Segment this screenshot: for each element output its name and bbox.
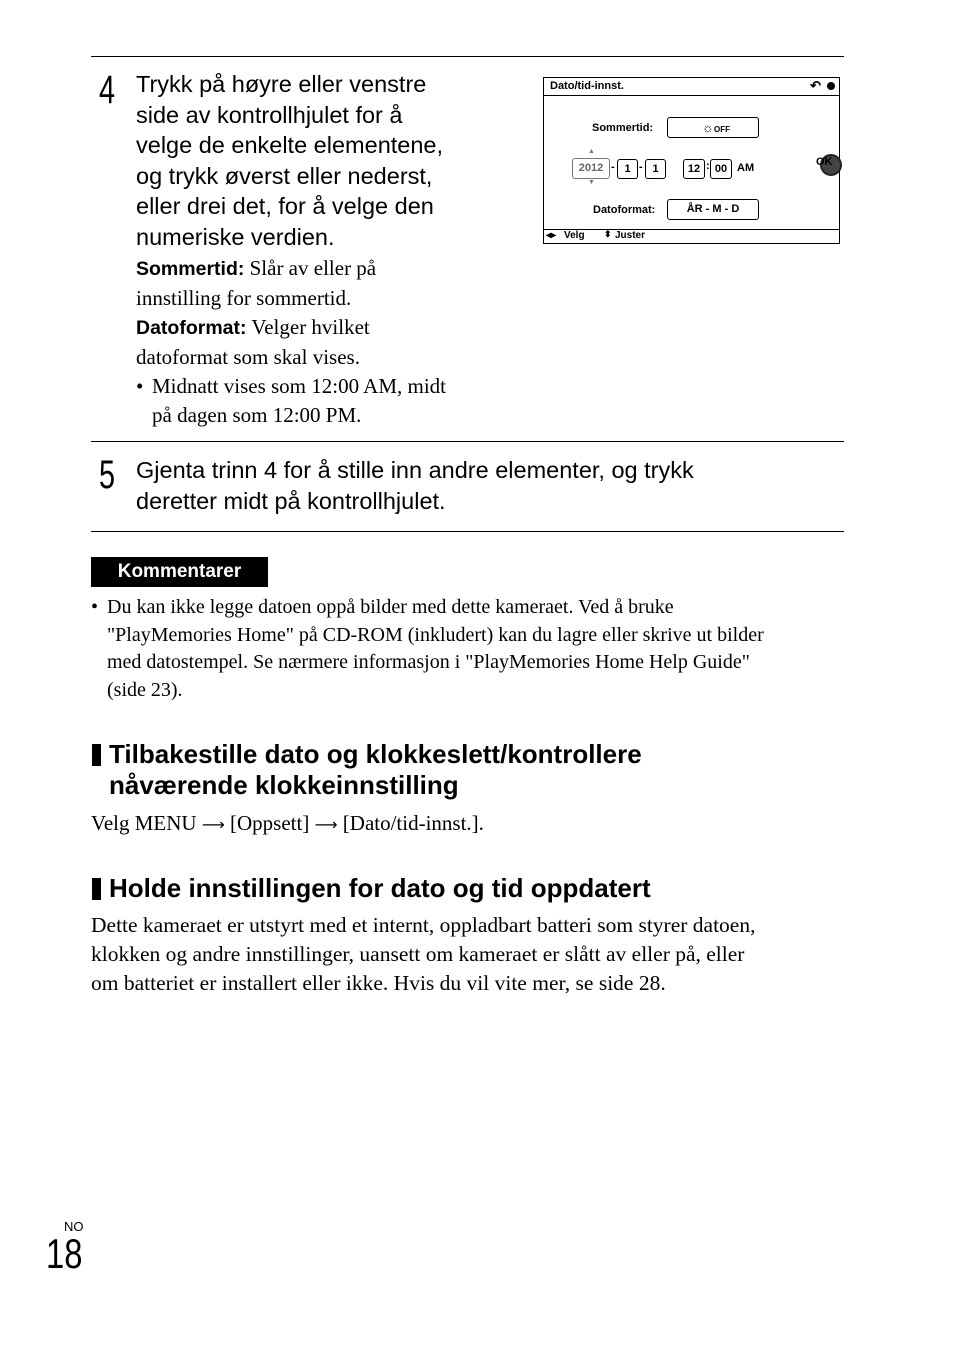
- kommentarer-badge: Kommentarer: [91, 557, 268, 587]
- sommertid-term: Sommertid:: [136, 258, 245, 280]
- bullet-dot: •: [136, 374, 144, 398]
- date-separator: -: [611, 161, 615, 173]
- ampm-value: AM: [737, 162, 755, 174]
- screen-footer: [544, 229, 839, 243]
- return-icon: ↶: [810, 78, 821, 93]
- menu-path: [91, 809, 484, 839]
- minute-field: 00: [710, 159, 732, 179]
- left-right-icon: ◂▸: [546, 230, 557, 241]
- step-4-line: og trykk øverst eller nederst,: [136, 162, 433, 189]
- year-field: 2012: [572, 158, 610, 179]
- step-5-line: deretter midt på kontrollhjulet.: [136, 487, 446, 514]
- screen-sommertid-label: Sommertid:: [592, 122, 654, 134]
- kommentar-line: "PlayMemories Home" på CD-ROM (inkludert) kan du lagre eller skrive ut bilder: [107, 623, 764, 646]
- sommertid-value: OFF: [714, 125, 730, 134]
- step-5-number: 5: [99, 453, 116, 497]
- path-step: [Oppsett]: [230, 811, 310, 835]
- hour-field: 12: [683, 159, 705, 179]
- step-4-line: numeriske verdien.: [136, 223, 335, 250]
- foot-velg: Velg: [564, 230, 585, 241]
- ok-label: OK: [816, 156, 833, 168]
- body-line: Dette kameraet er utstyrt med et internt, oppladbart batteri som styrer datoen,: [91, 913, 756, 937]
- step-5-line: Gjenta trinn 4 for å stille inn andre elementer, og trykk: [136, 457, 694, 483]
- month-field: 1: [617, 159, 638, 179]
- arrow-right-icon: ⟶: [201, 815, 225, 834]
- heading-line: nåværende klokkeinnstilling: [109, 770, 459, 800]
- bullet-item-cont: på dagen som 12:00 PM.: [152, 403, 362, 427]
- section-heading-reset: [109, 739, 849, 801]
- step-divider: [91, 441, 844, 442]
- kommentar-line: med datostempel. Se nærmere informasjon i "PlayMemories Home Help Guide": [107, 651, 750, 673]
- sommertid-desc: Sommertid: Slår av eller på: [136, 256, 377, 280]
- top-divider: [91, 56, 844, 57]
- bullet-item: • Midnatt vises som 12:00 AM, midt: [136, 372, 516, 401]
- path-step: [Dato/tid-innst.].: [342, 811, 484, 835]
- sommertid-field: [667, 117, 759, 138]
- day-field: 1: [645, 159, 666, 179]
- kommentar-line: Du kan ikke legge datoen oppå bilder med dette kameraet. Ved å bruke: [107, 596, 674, 618]
- step-4-details: [136, 254, 516, 430]
- kommentarer-list: [91, 594, 851, 704]
- body-line: klokken og andre innstillinger, uansett om kameraet er slått av eller på, eller: [91, 942, 745, 966]
- screen-datoformat-label: Datoformat:: [593, 204, 656, 216]
- section-body-battery: [91, 911, 851, 998]
- time-separator: :: [706, 160, 710, 172]
- screen-title: Dato/tid-innst.: [550, 80, 624, 92]
- step-4-line: side av kontrollhjulet for å: [136, 101, 403, 128]
- datoformat-term: Datoformat:: [136, 317, 247, 339]
- path-step: Velg MENU: [91, 811, 197, 835]
- heading-line: Tilbakestille dato og klokkeslett/kontrollere: [109, 739, 642, 769]
- record-dot-icon: [827, 82, 835, 90]
- datoformat-field: ÅR - M - D: [667, 199, 759, 220]
- step-4-line: Trykk på høyre eller venstre: [136, 71, 427, 97]
- step-4-number: 4: [99, 68, 116, 112]
- step-4-line: eller drei det, for å velge den: [136, 193, 434, 219]
- section-heading-battery: Holde innstillingen for dato og tid oppdatert: [109, 873, 651, 903]
- screen-title-bar: [544, 78, 839, 96]
- camera-date-time-screen: [543, 77, 840, 244]
- kommentar-item: [91, 594, 851, 704]
- language-code: NO: [64, 1219, 84, 1234]
- up-down-icon: ⬍: [604, 229, 612, 239]
- page-number: 18: [46, 1230, 83, 1277]
- sommertid-desc-cont: innstilling for sommertid.: [136, 286, 352, 310]
- up-arrow-icon: ▲: [588, 148, 595, 155]
- bullet-dot: •: [91, 596, 99, 618]
- date-separator: -: [639, 161, 643, 173]
- kommentar-line: (side 23).: [107, 678, 183, 701]
- datoformat-desc: Datoformat: Velger hvilket: [136, 315, 370, 339]
- down-arrow-icon: ▼: [588, 179, 595, 186]
- step-4-instructions: [136, 69, 516, 252]
- arrow-right-icon: ⟶: [314, 815, 338, 834]
- step-5-instructions: [136, 455, 836, 516]
- heading-square-icon: [92, 878, 101, 900]
- sun-icon: ☼: [702, 120, 714, 135]
- foot-juster: Juster: [615, 230, 646, 241]
- body-line: om batteriet er installert eller ikke. Hvis du vil vite mer, se side 28.: [91, 971, 666, 995]
- datoformat-desc-cont: datoformat som skal vises.: [136, 345, 360, 369]
- heading-square-icon: [92, 744, 101, 766]
- step-divider: [91, 531, 844, 532]
- step-4-line: velge de enkelte elementene,: [136, 132, 444, 158]
